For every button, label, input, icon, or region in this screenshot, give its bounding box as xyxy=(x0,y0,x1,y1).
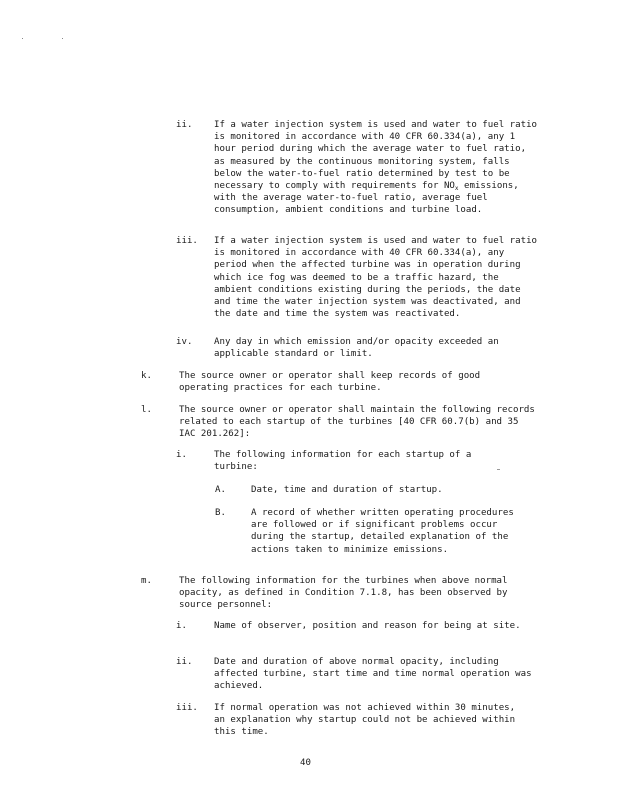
item-label: ii. xyxy=(176,120,193,130)
item-m xyxy=(141,575,525,612)
item-l-A xyxy=(215,484,535,496)
text-part: emissions, with the average water-to-fuel ratio, average fuel consumption, ambient conditions and turbine load. xyxy=(214,181,519,216)
item-k xyxy=(141,370,525,394)
item-label: B. xyxy=(215,508,226,518)
item-l-B xyxy=(215,507,535,556)
item-m-ii xyxy=(176,656,540,693)
item-text xyxy=(214,119,540,217)
item-label: i. xyxy=(176,621,187,631)
item-text: If normal operation was not achieved within 30 minutes, an explanation why startup could not be achieved within this time. xyxy=(214,703,516,738)
item-label: A. xyxy=(215,485,226,495)
item-m-i xyxy=(176,620,536,632)
item-text: Date, time and duration of startup. xyxy=(251,485,443,495)
item-label: iv. xyxy=(176,337,193,347)
text-part: If a water injection system is used and water to fuel ratio is monitored in accordance with 40 CFR 60.334(a), any 1 hour period during which the average water to fuel ratio, as measured by the continuous monitoring system, falls below the water-to-fuel ratio determined by test to be necessary to comply with requirements for NO xyxy=(214,120,538,192)
item-iv xyxy=(176,336,540,360)
item-ii xyxy=(176,119,540,217)
item-iii xyxy=(176,235,540,320)
item-l xyxy=(141,404,537,441)
item-label: iii. xyxy=(176,236,198,246)
item-label: l. xyxy=(141,405,152,415)
scan-speck xyxy=(62,38,63,39)
item-label: iii. xyxy=(176,703,198,713)
item-l-i xyxy=(176,449,510,473)
item-text: Any day in which emission and/or opacity exceeded an applicable standard or limit. xyxy=(214,337,499,360)
item-text: The source owner or operator shall keep records of good operating practices for each turbine. xyxy=(179,371,481,394)
item-text: Date and duration of above normal opacity, including affected turbine, start time and time normal operation was achieved. xyxy=(214,657,532,692)
page-number: 40 xyxy=(300,758,311,768)
item-label: m. xyxy=(141,576,152,586)
item-text: The following information for each startup of a turbine: xyxy=(214,450,472,473)
item-label: i. xyxy=(176,450,187,460)
item-label: k. xyxy=(141,371,152,381)
scan-speck xyxy=(22,38,23,39)
item-text: The following information for the turbines when above normal opacity, as defined in Condition 7.1.8, has been observed by source personnel: xyxy=(179,576,508,611)
item-label: ii. xyxy=(176,657,193,667)
subscript-x: x xyxy=(454,185,459,193)
item-m-iii xyxy=(176,702,518,739)
item-text: A record of whether written operating procedures are followed or if significant problems occur during the startup, detailed explanation of the actions taken to minimize emissions. xyxy=(251,508,514,555)
item-text: If a water injection system is used and water to fuel ratio is monitored in accordance with 40 CFR 60.334(a), any period when the affected turbine was in operation during which ice fog was deemed to be a traffic hazard, the ambient conditions existing during the periods, the date and time the water injection system was deactivated, and the date and time the system was reactivated. xyxy=(214,236,538,320)
item-text: Name of observer, position and reason for being at site. xyxy=(214,621,521,631)
item-text: The source owner or operator shall maintain the following records related to each startup of the turbines [40 CFR 60.7(b) and 35 IAC 201.262]: xyxy=(179,405,535,440)
